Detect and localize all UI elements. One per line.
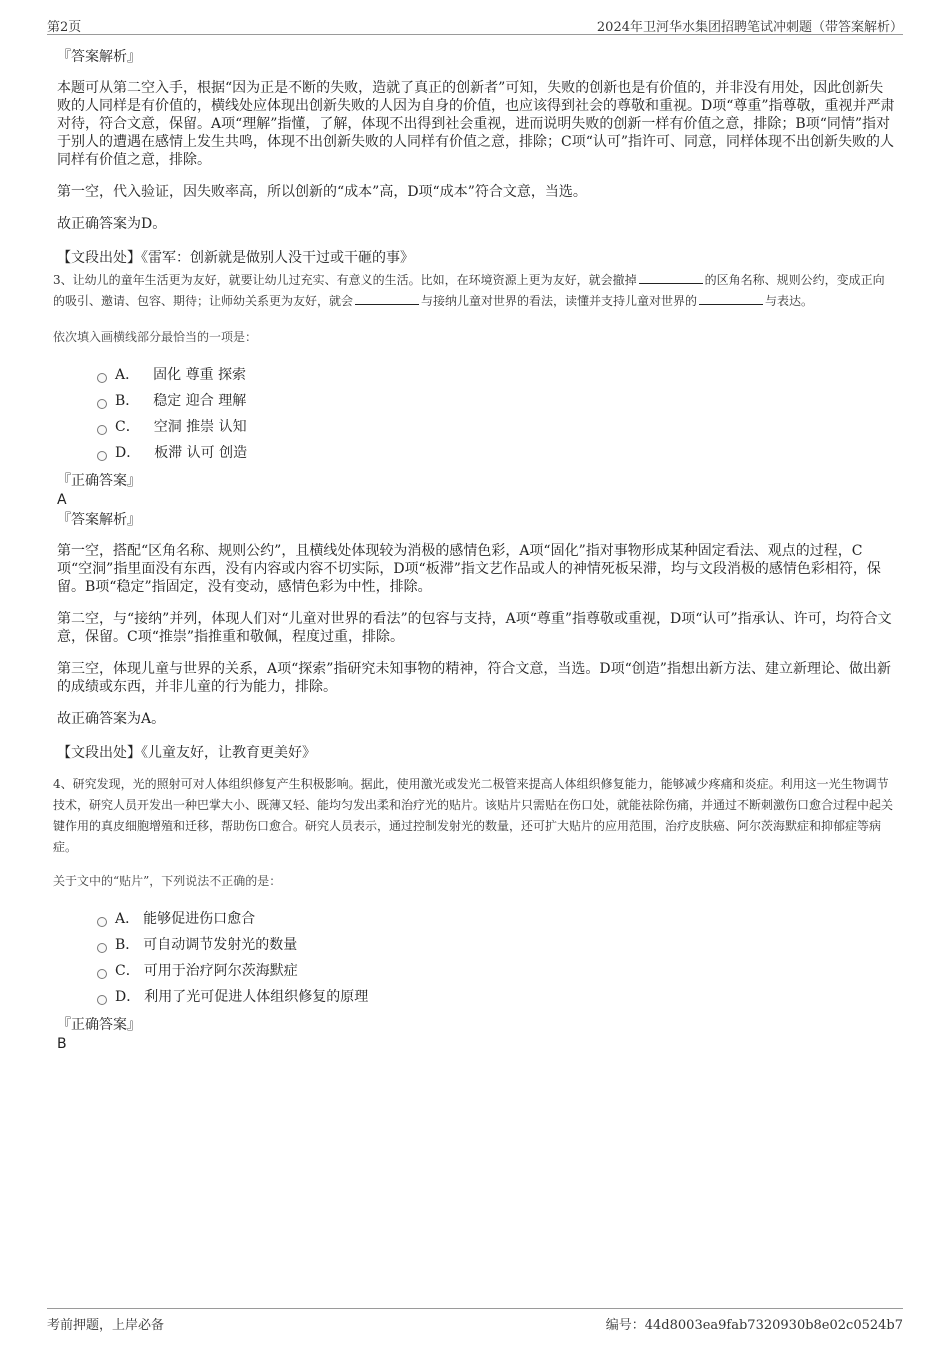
- footer-slogan: 考前押题，上岸必备: [47, 1318, 165, 1333]
- option-b[interactable]: [97, 388, 895, 414]
- source-citation: 【文段出处】《雷军：创新就是做别人没干过或干砸的事》: [57, 250, 414, 266]
- question-text-part: 与表达。: [765, 294, 814, 308]
- analysis-conclusion: 故正确答案为D。: [57, 216, 167, 232]
- option-text: 稳定 迎合 理解: [153, 393, 247, 409]
- fill-blank: [639, 271, 703, 284]
- fill-blank: [699, 292, 763, 305]
- radio-button-icon[interactable]: [97, 969, 107, 979]
- option-a[interactable]: [97, 906, 895, 932]
- option-d[interactable]: [97, 984, 895, 1010]
- question-text: [53, 270, 895, 312]
- option-b[interactable]: [97, 932, 895, 958]
- answer-label: 『正确答案』: [57, 1017, 141, 1033]
- page-footer: [47, 1308, 903, 1331]
- option-c[interactable]: [97, 958, 895, 984]
- question-prompt: 依次填入画横线部分最恰当的一项是：: [53, 330, 258, 344]
- option-text: 空洞 推崇 认知: [153, 419, 247, 435]
- option-letter: C．: [115, 419, 140, 435]
- option-letter: A．: [115, 911, 140, 927]
- option-text: 利用了光可促进人体组织修复的原理: [144, 989, 369, 1005]
- analysis-paragraph: 第一空，搭配“区角名称、规则公约”，且横线处体现较为消极的感情色彩，A项“固化”指对事物形成某种固定看法、观点的过程，C项“空洞”指里面没有东西，没有内容或内容不切实际，D项“板滞”指文艺作品或人的神情死板呆滞，均与文段消极的感情色彩相符，保留。B项“稳定”指固定，没有变动，感情色彩为中性，排除。: [57, 543, 881, 595]
- radio-button-icon[interactable]: [97, 373, 107, 383]
- analysis-paragraph: 第一空，代入验证，因失败率高，所以创新的“成本”高，D项“成本”符合文意，当选。: [57, 184, 587, 200]
- analysis-paragraph: 本题可从第二空入手，根据“因为正是不断的失败，造就了真正的创新者”可知，失败的创新也是有价值的，并非没有用处，因此创新失败的人同样是有价值的，横线处应体现出创新失败的人因为自身的价值，也应该得到社会的尊敬和重视。D项“尊重”指尊敬，重视并严肃对待，符合文意，保留。A项“理解”指懂，了解，体现不出得到社会重视，进而说明失败的创新一样有价值之意，排除；B项“同情”指对于别人的遭遇在感情上发生共鸣，体现不出创新失败的人同样有价值之意，排除；C项“认可”指许可、同意，同样体现不出创新失败的人同样有价值之意，排除。: [57, 80, 895, 168]
- analysis-paragraph: 第二空，与“接纳”并列，体现人们对“儿童对世界的看法”的包容与支持，A项“尊重”指尊敬或重视，D项“认可”指承认、许可，均符合文意，保留。C项“推崇”指推重和敬佩，程度过重，排除。: [57, 611, 892, 645]
- question-text-part: 与接纳儿童对世界的看法，读懂并支持儿童对世界的: [421, 294, 698, 308]
- radio-button-icon[interactable]: [97, 425, 107, 435]
- option-letter: C．: [115, 963, 140, 979]
- question-text-part: 的区角名称、规则公约，变成正向的吸引、邀请、包容、期待；让师幼关系更为友好，就会: [53, 273, 885, 308]
- option-text: 能够促进伤口愈合: [143, 911, 256, 927]
- radio-button-icon[interactable]: [97, 399, 107, 409]
- option-text: 板滞 认可 创造: [154, 445, 248, 461]
- analysis-label: 『答案解析』: [57, 512, 141, 528]
- analysis-conclusion: 故正确答案为A。: [57, 711, 166, 727]
- page-number: 第2页: [47, 20, 82, 35]
- document-serial: 编号：44d8003ea9fab7320930b8e02c0524b7: [605, 1318, 903, 1333]
- option-list: [57, 906, 895, 1010]
- question-text: 4、研究发现，光的照射可对人体组织修复产生积极影响。据此，使用激光或发光二极管来提高人体组织修复能力，能够减少疼痛和炎症。利用这一光生物调节技术，研究人员开发出一种巴掌大小、既薄又轻、能均匀发出柔和治疗光的贴片。该贴片只需贴在伤口处，就能祛除伤痛，并通过不断刺激伤口愈合过程中起关键作用的真皮细胞增殖和迁移，帮助伤口愈合。研究人员表示，通过控制发射光的数量，还可扩大贴片的应用范围，治疗皮肤癌、阿尔茨海默症和抑郁症等病症。: [53, 777, 894, 854]
- source-citation: 【文段出处】《儿童友好，让教育更美好》: [57, 745, 316, 761]
- option-text: 可自动调节发射光的数量: [143, 937, 298, 953]
- answer-label: 『正确答案』: [57, 473, 141, 489]
- option-list: [57, 362, 895, 466]
- option-d[interactable]: [97, 440, 895, 466]
- option-letter: B．: [115, 393, 140, 409]
- radio-button-icon[interactable]: [97, 917, 107, 927]
- option-letter: D．: [115, 989, 141, 1005]
- option-letter: A．: [115, 367, 140, 383]
- document-body: [53, 46, 895, 1053]
- question-prompt: 关于文中的“贴片”，下列说法不正确的是：: [53, 874, 282, 888]
- analysis-paragraph: 第三空，体现儿童与世界的关系，A项“探索”指研究未知事物的精神，符合文意，当选。D项“创造”指想出新方法、建立新理论、做出新的成绩或东西，并非儿童的行为能力，排除。: [57, 661, 891, 695]
- page-header: [47, 14, 903, 35]
- radio-button-icon[interactable]: [97, 995, 107, 1005]
- correct-answer: A: [57, 492, 67, 508]
- analysis-label: 『答案解析』: [57, 49, 141, 65]
- question-text-part: 3、让幼儿的童年生活更为友好，就要让幼儿过充实、有意义的生活。比如，在环境资源上更为友好，就会撤掉: [53, 273, 637, 287]
- option-text: 固化 尊重 探索: [153, 367, 247, 383]
- document-title: 2024年卫河华水集团招聘笔试冲刺题（带答案解析）: [596, 20, 903, 35]
- option-a[interactable]: [97, 362, 895, 388]
- option-text: 可用于治疗阿尔茨海默症: [143, 963, 298, 979]
- radio-button-icon[interactable]: [97, 943, 107, 953]
- option-c[interactable]: [97, 414, 895, 440]
- option-letter: D．: [115, 445, 141, 461]
- correct-answer: B: [57, 1036, 67, 1052]
- radio-button-icon[interactable]: [97, 451, 107, 461]
- fill-blank: [355, 292, 419, 305]
- option-letter: B．: [115, 937, 140, 953]
